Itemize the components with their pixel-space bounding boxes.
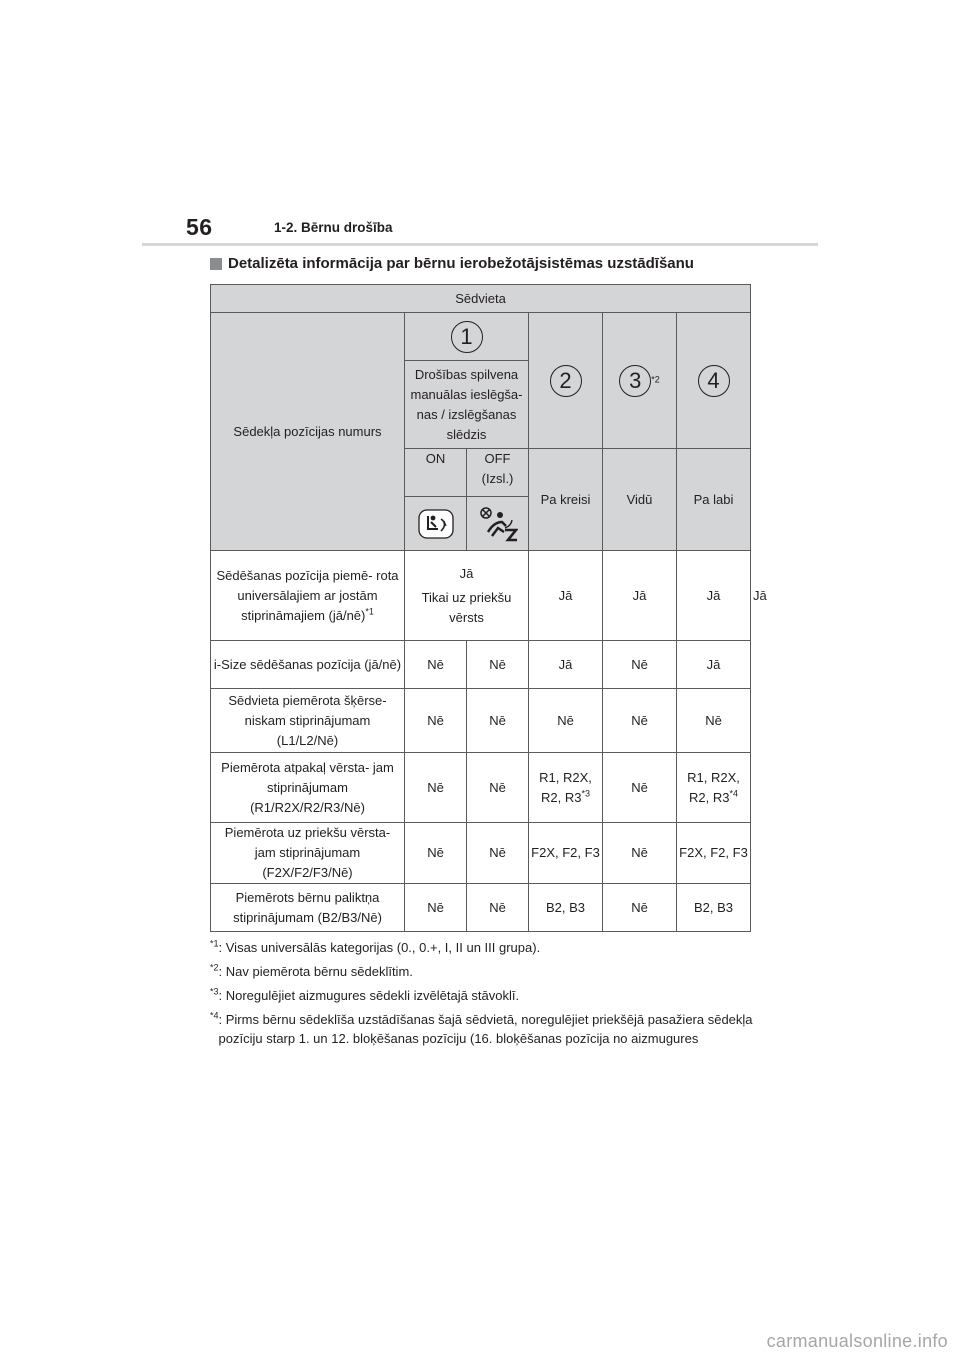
watermark: carmanualsonline.info: [766, 1331, 948, 1351]
row-universal-label: [211, 551, 405, 641]
table-cell: Jā: [677, 551, 751, 641]
row-rearward-seat3-value: R1, R2X, R2, R3: [539, 769, 592, 805]
seat-1-number: 1: [451, 321, 483, 353]
footnote-1-text: : Visas universālās kategorijas (0., 0.+, I, II un III grupa).: [218, 940, 541, 955]
table-cell: Nē: [603, 689, 677, 753]
on-label: ON: [405, 449, 467, 497]
seat-number-label: Sēdekļa pozīcijas numurs: [211, 313, 405, 551]
row-universal-seat1: [405, 551, 529, 641]
table-cell: Nē: [677, 689, 751, 753]
table-cell: Jā: [677, 641, 751, 689]
airbag-on-icon-cell: [405, 497, 467, 551]
row-rearward-label: Piemērota atpakaļ vērsta- jam stiprinājumam (R1/R2X/R2/R3/Nē): [211, 753, 405, 823]
table-cell: Jā: [529, 551, 603, 641]
seat-3-note: *2: [651, 374, 660, 385]
table-cell: Nē: [603, 753, 677, 823]
table-cell: Nē: [405, 823, 467, 884]
table-cell: F2X, F2, F3: [529, 823, 603, 884]
row-universal-seat1-note: Tikai uz priekšu vērsts: [421, 589, 512, 625]
footnote-3-text: : Noregulējiet aizmugures sēdekli izvēlētajā stāvoklī.: [218, 988, 520, 1003]
row-universal-note: *1: [365, 606, 374, 617]
seat-4-cell: [677, 313, 751, 449]
table-cell: Nē: [603, 884, 677, 932]
row-universal-seat1-yes: Jā: [459, 565, 474, 581]
airbag-off-icon-cell: [467, 497, 529, 551]
table-cell: Jā: [529, 641, 603, 689]
table-cell: Nē: [603, 641, 677, 689]
airbag-switch-label: Drošības spilvena manuālas ieslēgša- nas / izslēgšanas slēdzis: [405, 361, 529, 449]
footnote-3-mark: *3: [210, 986, 219, 997]
seat-installation-table: Sēdvieta Sēdekļa pozīcijas numurs 1 2 3 $^{*2}$ 4 Drošības spilvena manuālas ieslēgša- nas / izslēgšanas slēdzis ON OFF (Izsl.) Pa kreisi Vidū Pa labi Sēdēšanas pozīcija piemē- rota universālajiem ar jostām stiprināmajiem (jā/nē)$^{*1}$ Jā Tikai uz priekšu vērsts Jā Jā Jā Jā i-Size sēdēšanas pozīcija (jā/nē) Nē Nē Jā Nē Jā Sēdvieta piemērota šķērse- niskam stiprinājumam (L1/L2/Nē) Nē Nē Nē Nē Nē Piemērota atpakaļ vērsta- jam stiprinājumam (R1/R2X/R2/R3/Nē) Nē Nē R1, R2X, R2, R3$^{*3}$ Nē R1, R2X, R2, R3$^{*4}$ Piemērota uz priekšu vērsta- jam stiprinājumam (F2X/F2/F3/Nē) Nē Nē F2X, F2, F3 Nē F2X, F2, F3 Piemērots bērnu paliktņa stiprinājumam (B2/B3/Nē) Nē Nē B2, B3 Nē B2, B3: [210, 284, 751, 932]
seat-4-number: 4: [698, 365, 730, 397]
row-lateral-label: Sēdvieta piemērota šķērse- niskam stiprinājumam (L1/L2/Nē): [211, 689, 405, 753]
row-isize-label: i-Size sēdēšanas pozīcija (jā/nē): [211, 641, 405, 689]
table-cell: Nē: [467, 753, 529, 823]
table-cell: Nē: [467, 823, 529, 884]
footnote-3: [210, 986, 770, 1005]
seat-3-cell: [603, 313, 677, 449]
footnote-1: [210, 938, 770, 957]
footnotes: [210, 938, 770, 1053]
seat-2-cell: [529, 313, 603, 449]
off-label: OFF (Izsl.): [467, 449, 529, 497]
table-cell: [529, 753, 603, 823]
footnote-4-text: : Pirms bērnu sēdeklīša uzstādīšanas šajā sēdvietā, noregulējiet priekšējā pasažiera sēdekļa pozīciju starp 1. un 12. bloķēšanas pozīciju (16. bloķēšanas pozīcija no aizmugures: [218, 1012, 753, 1046]
row-rearward-seat3-note: *3: [581, 788, 590, 799]
table-cell: Jā: [603, 551, 677, 641]
seat-1-cell: [405, 313, 529, 361]
table-cell: Nē: [467, 641, 529, 689]
table-title: Sēdvieta: [211, 285, 751, 313]
row-universal-text: Sēdēšanas pozīcija piemē- rota universālajiem ar jostām stiprināmajiem (jā/nē): [216, 567, 399, 623]
section-title: 1-2. Bērnu drošība: [274, 220, 393, 235]
row-forward-label: Piemērota uz priekšu vērsta- jam stiprinājumam (F2X/F2/F3/Nē): [211, 823, 405, 884]
table-cell: B2, B3: [677, 884, 751, 932]
table-cell: Nē: [405, 884, 467, 932]
footnote-4: [210, 1010, 770, 1048]
table-cell: Nē: [603, 823, 677, 884]
subsection-title: Detalizēta informācija par bērnu ierobežotājsistēmas uzstādīšanu: [228, 255, 694, 272]
position-right: Pa labi: [677, 449, 751, 551]
table-cell: Nē: [405, 641, 467, 689]
subsection-heading: [210, 255, 694, 272]
page-number: 56: [186, 214, 213, 240]
table-cell: B2, B3: [529, 884, 603, 932]
footnote-1-mark: *1: [210, 938, 219, 949]
row-booster-label: Piemērots bērnu paliktņa stiprinājumam (B2/B3/Nē): [211, 884, 405, 932]
table-cell: Nē: [405, 689, 467, 753]
seat-3-number: 3: [619, 365, 651, 397]
header-divider: [142, 243, 818, 246]
footnote-4-mark: *4: [210, 1010, 219, 1021]
square-bullet-icon: [210, 258, 222, 270]
table-cell: [677, 753, 751, 823]
table-cell: Nē: [467, 884, 529, 932]
table-cell: Nē: [467, 689, 529, 753]
table-cell: Nē: [405, 753, 467, 823]
table-cell: F2X, F2, F3: [677, 823, 751, 884]
seat-2-number: 2: [550, 365, 582, 397]
airbag-off-icon: [478, 506, 518, 542]
footnote-2-text: : Nav piemērota bērnu sēdeklītim.: [218, 964, 413, 979]
position-left: Pa kreisi: [529, 449, 603, 551]
row-rearward-seat4-note: *4: [729, 788, 738, 799]
position-center: Vidū: [603, 449, 677, 551]
airbag-on-icon: [418, 509, 454, 539]
row-rearward-seat4-value: R1, R2X, R2, R3: [687, 769, 740, 805]
table-cell: Nē: [529, 689, 603, 753]
footnote-2-mark: *2: [210, 962, 219, 973]
footnote-2: [210, 962, 770, 981]
